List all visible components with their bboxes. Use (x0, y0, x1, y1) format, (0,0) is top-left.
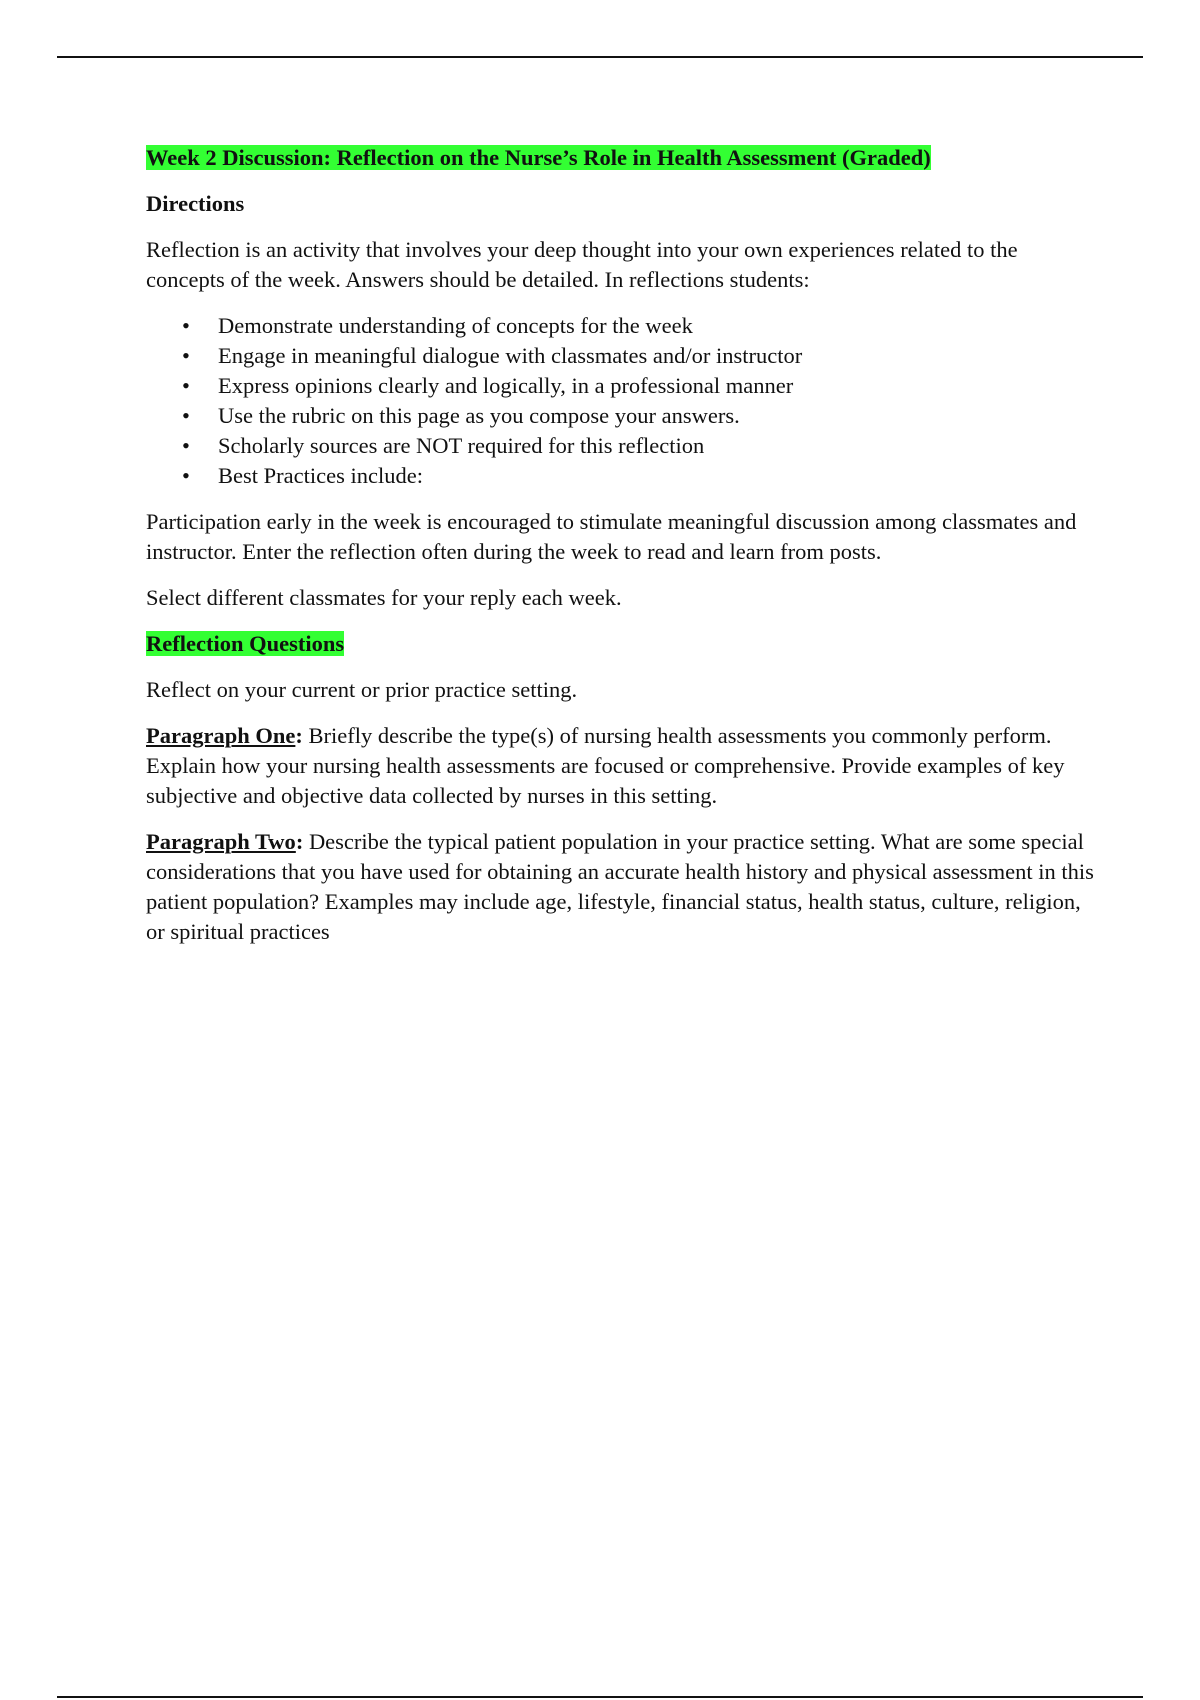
document-title (146, 143, 1096, 173)
directions-heading: Directions (146, 191, 245, 216)
participation-paragraph: Participation early in the week is encouraged to stimulate meaningful discussion among classmates and instructor. Enter the reflection often during the week to read and learn from posts. (146, 509, 1077, 564)
top-rule (57, 56, 1143, 58)
list-item-text: Demonstrate understanding of concepts for the week (218, 313, 693, 338)
bullet-icon: • (182, 403, 190, 428)
list-item-text: Scholarly sources are NOT required for this reflection (218, 433, 705, 458)
bullet-icon: • (182, 313, 190, 338)
list-item-text: Express opinions clearly and logically, in a professional manner (218, 373, 794, 398)
list-item (146, 401, 1096, 431)
paragraph-one-colon: : (295, 723, 303, 748)
list-item (146, 311, 1096, 341)
bullet-icon: • (182, 433, 190, 458)
paragraph-one-text: Briefly describe the type(s) of nursing health assessments you commonly perform. Explain how your nursing health assessments are focused or comprehensive. Provide examples of key subjective and objective data collected by nurses in this setting. (146, 723, 1065, 808)
list-item (146, 341, 1096, 371)
paragraph-two-label-text: Paragraph Two (146, 829, 296, 854)
student-expectations-list (146, 311, 1096, 491)
reflect-prompt: Reflect on your current or prior practice setting. (146, 677, 578, 702)
bottom-rule (57, 1696, 1143, 1698)
list-item-text: Engage in meaningful dialogue with classmates and/or instructor (218, 343, 803, 368)
title-highlight: Week 2 Discussion: Reflection on the Nurse’s Role in Health Assessment (Graded) (146, 145, 931, 170)
questions-highlight: Reflection Questions (146, 631, 345, 656)
paragraph-two-colon: : (295, 829, 304, 854)
paragraph-one-instructions (146, 721, 1096, 811)
list-item-text: Use the rubric on this page as you compose your answers. (218, 403, 740, 428)
paragraph-two-text: Describe the typical patient population in your practice setting. What are some special considerations that you have used for obtaining an accurate health history and physical assessment in this patient population? Examples may include age, lifestyle, financial status, health status, culture, religion, or spiritual practices (146, 829, 1094, 944)
list-item (146, 371, 1096, 401)
list-item (146, 461, 1096, 491)
paragraph-one-label (146, 723, 303, 748)
intro-paragraph: Reflection is an activity that involves your deep thought into your own experiences related to the concepts of the week. Answers should be detailed. In reflections students: (146, 237, 1018, 292)
bullet-icon: • (182, 373, 190, 398)
paragraph-one-label-text: Paragraph One (146, 723, 296, 748)
list-item-text: Best Practices include: (218, 463, 423, 488)
bullet-icon: • (182, 463, 190, 488)
select-classmates-paragraph: Select different classmates for your reply each week. (146, 585, 622, 610)
document-body (146, 143, 1096, 963)
reflection-questions-heading (146, 629, 1096, 659)
paragraph-two-instructions (146, 827, 1096, 947)
bullet-icon: • (182, 343, 190, 368)
list-item (146, 431, 1096, 461)
paragraph-two-label (146, 829, 303, 854)
